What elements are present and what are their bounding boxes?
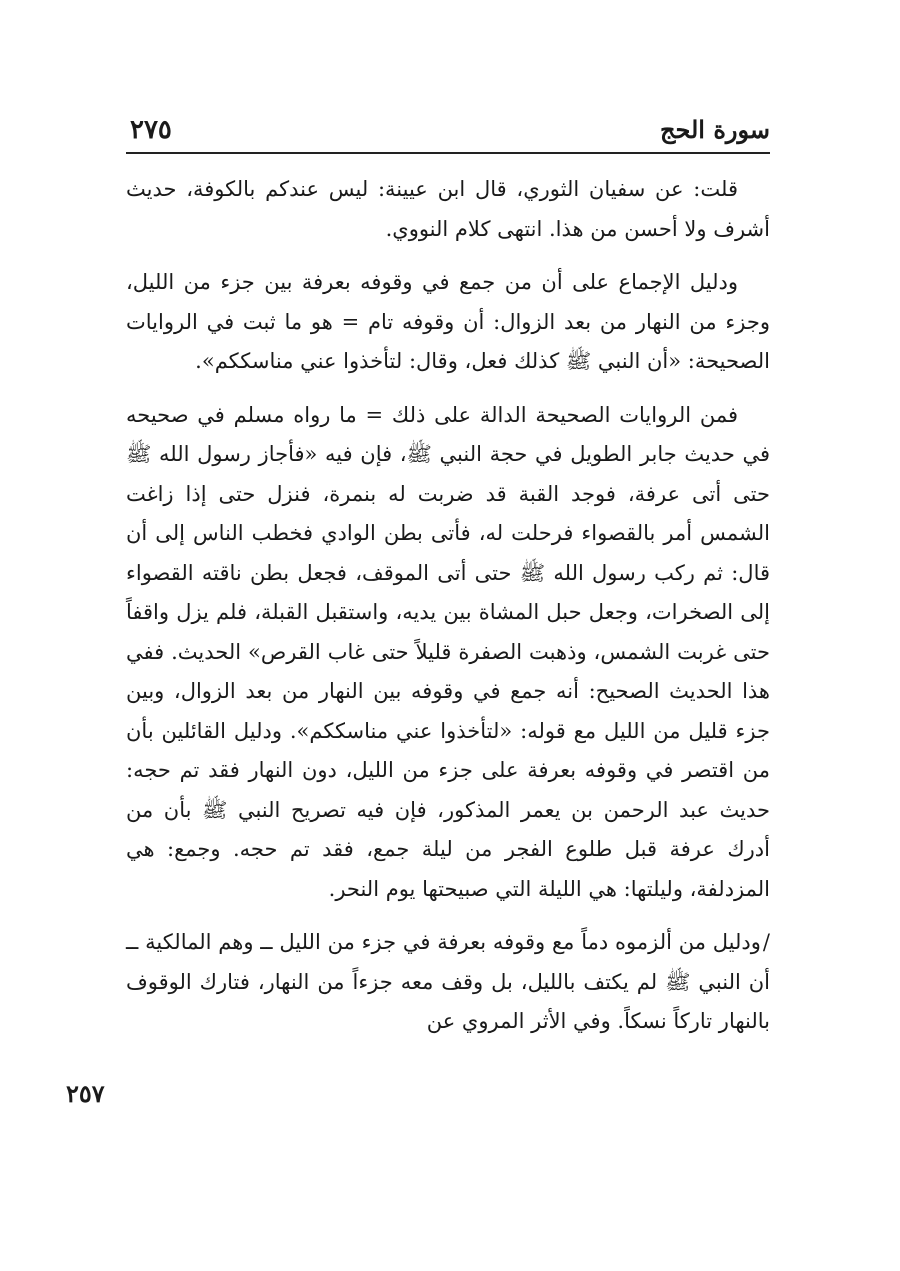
paragraph-3: فمن الروايات الصحيحة الدالة على ذلك = ما رواه مسلم في صحيحه في حديث جابر الطويل في حجة النبي ﷺ، فإن فيه «فأجاز رسول الله ﷺ حتى أتى عرفة، فوجد القبة قد ضربت له بنمرة، فنزل حتى إذا زاغت الشمس أمر بالقصواء فرحلت له، فأتى بطن الوادي فخطب الناس إلى أن قال: ثم ركب رسول الله ﷺ حتى أتى الموقف، فجعل بطن ناقته القصواء إلى الصخرات، وجعل حبل المشاة بين يديه، واستقبل القبلة، فلم يزل واقفاً حتى غربت الشمس، وذهبت الصفرة قليلاً حتى غاب القرص» الحديث. ففي هذا الحديث الصحيح: أنه جمع في وقوفه بين النهار من بعد الزوال، وبين جزء قليل من الليل مع قوله: «لتأخذوا عني مناسككم». ودليل القائلين بأن من اقتصر في وقوفه بعرفة على جزء من الليل، دون النهار فقد تم حجه: حديث عبد الرحمن بن يعمر المذكور، فإن فيه تصريح النبي ﷺ بأن من أدرك عرفة قبل طلوع الفجر من ليلة جمع، فقد تم حجه. وجمع: هي المزدلفة، وليلتها: هي الليلة التي صبيحتها يوم النحر.	[126, 402, 770, 901]
paragraph-4-text: ودليل من ألزموه دماً مع وقوفه بعرفة في جزء من الليل ــ وهم المالكية ــ أن النبي ﷺ لم يكتف بالليل، بل وقف معه جزءاً من النهار، فتارك الوقوف بالنهار تاركاً نسكاً. وفي الأثر المروي عن	[126, 930, 770, 1033]
paragraph-2: ودليل الإجماع على أن من جمع في وقوفه بعرفة بين جزء من الليل، وجزء من النهار من بعد الزوال: أن وقوفه تام = هو ما ثبت في الروايات الصحيحة: «أن النبي ﷺ كذلك فعل، وقال: لتأخذوا عني مناسككم».	[126, 270, 770, 373]
body-text	[126, 170, 770, 1042]
paragraph-1: قلت: عن سفيان الثوري، قال ابن عيينة: ليس عندكم بالكوفة، حديث أشرف ولا أحسن من هذا. انتهى كلام النووي.	[126, 177, 770, 241]
page-title: سورة الحج	[660, 115, 770, 144]
page-header	[126, 112, 770, 152]
paragraph-4	[126, 923, 770, 1042]
page-number: ٢٧٥	[130, 115, 172, 145]
margin-page-number: ٢٥٧	[66, 1079, 105, 1108]
page-break-marker: /	[762, 930, 770, 954]
header-rule	[126, 152, 770, 154]
